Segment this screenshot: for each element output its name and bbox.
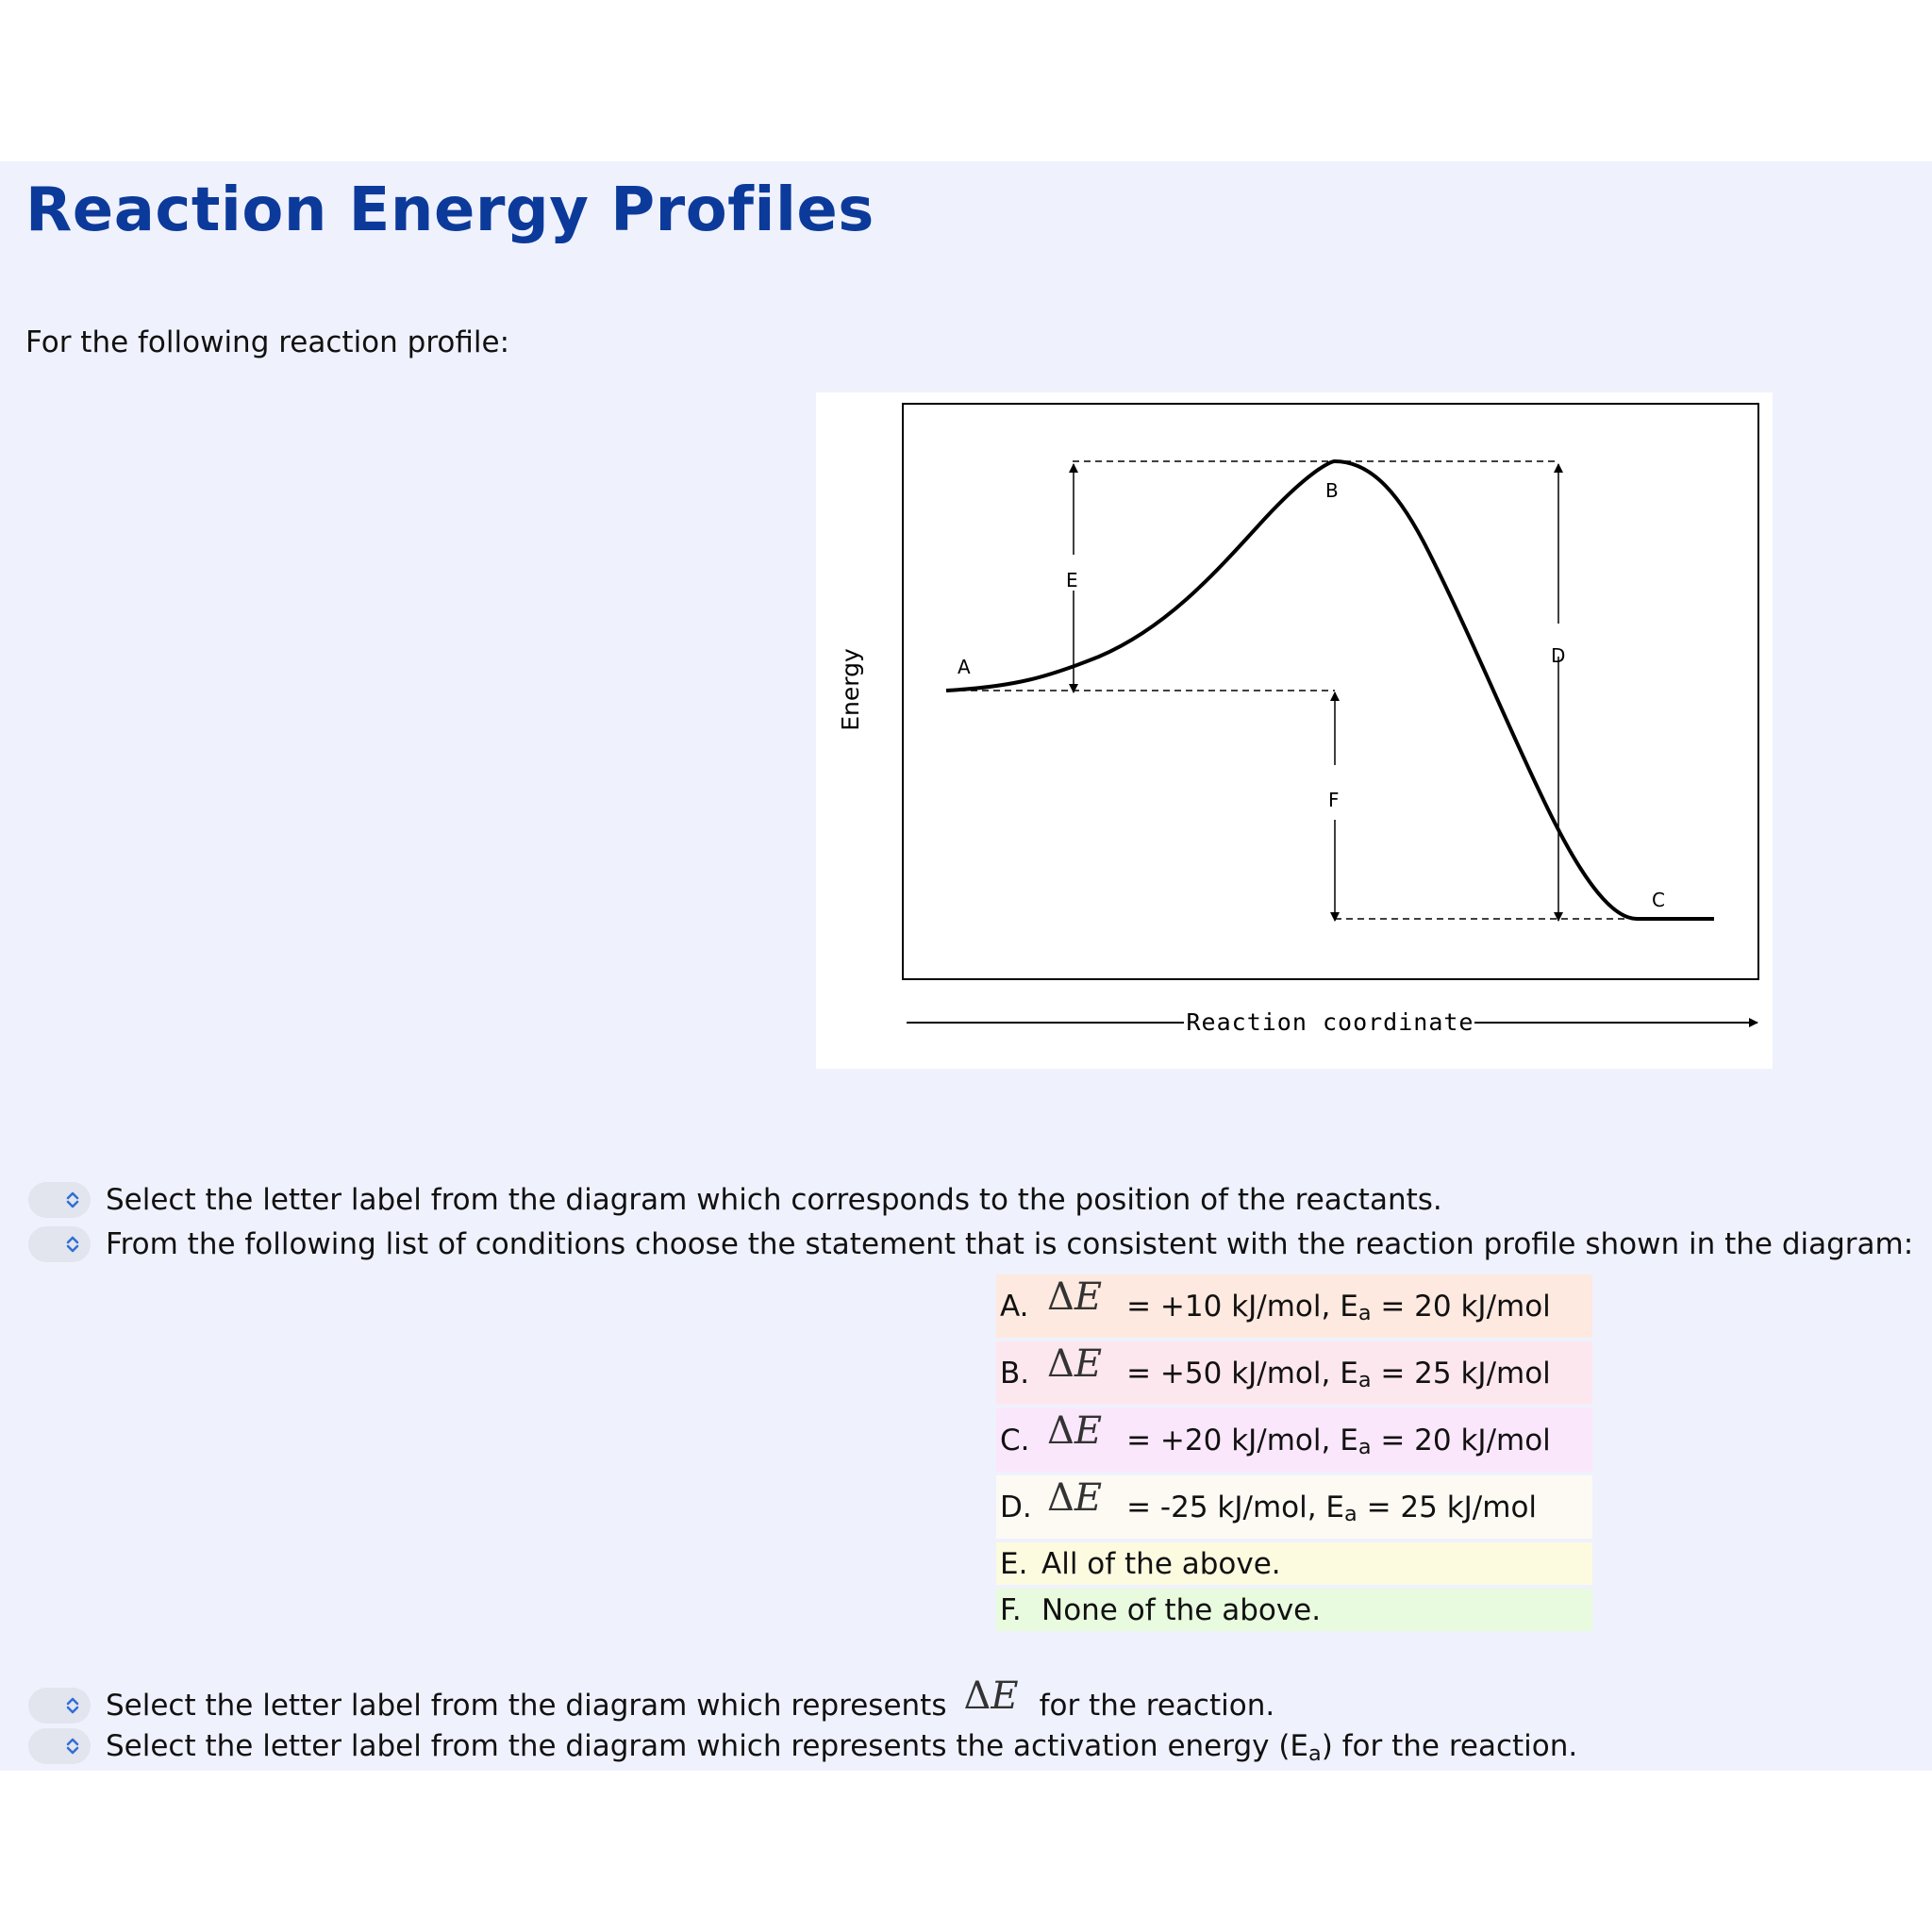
question-delta-e: [28, 1674, 1275, 1727]
delta-e-symbol: ΔE: [1047, 1408, 1103, 1453]
option-equation-rest: = 20 kJ/mol: [1371, 1423, 1551, 1457]
option-body: [1038, 1341, 1551, 1395]
option-letter: D.: [1000, 1490, 1032, 1524]
question-text-before: Select the letter label from the diagram which represents: [106, 1689, 947, 1723]
option-equation-rest: = 25 kJ/mol: [1371, 1356, 1551, 1391]
label-c: C: [1652, 889, 1665, 911]
option-body: [1038, 1475, 1538, 1529]
label-a: A: [958, 656, 971, 678]
subscript-a: a: [1308, 1740, 1322, 1766]
option-text: All of the above.: [1041, 1546, 1281, 1581]
option-body: [1038, 1593, 1321, 1627]
option-letter: E.: [1000, 1546, 1028, 1581]
option-letter: B.: [1000, 1356, 1030, 1391]
question-activation-energy: [28, 1728, 1577, 1764]
x-axis-label: Reaction coordinate: [1186, 1008, 1474, 1036]
intro-text: For the following reaction profile:: [25, 325, 510, 359]
reaction-profile-diagram: [816, 392, 1773, 1069]
question-text: Select the letter label from the diagram which corresponds to the position of the reactants.: [106, 1183, 1442, 1217]
y-axis-label: Energy: [837, 648, 864, 731]
answer-selector-conditions[interactable]: [28, 1226, 91, 1262]
subscript-a: a: [1357, 1435, 1372, 1460]
label-e: E: [1066, 569, 1078, 591]
question-text-after: ) for the reaction.: [1321, 1729, 1578, 1763]
option-body: [1038, 1408, 1551, 1462]
option-letter: F.: [1000, 1592, 1022, 1627]
option-letter: A.: [1000, 1289, 1029, 1324]
option-row: [996, 1274, 1592, 1338]
label-f: F: [1328, 789, 1340, 811]
question-text: From the following list of conditions choose the statement that is consistent with the reaction profile shown in the diagram:: [106, 1227, 1914, 1261]
option-equation-rest: = 25 kJ/mol: [1357, 1490, 1538, 1524]
options-list: [996, 1274, 1592, 1635]
option-body: [1038, 1274, 1551, 1328]
option-row: [996, 1542, 1592, 1585]
delta-e-symbol: ΔE: [1047, 1341, 1103, 1386]
option-equation: = +20 kJ/mol, E: [1126, 1423, 1358, 1457]
up-down-chevron-icon: [65, 1695, 80, 1716]
answer-selector-reactants[interactable]: [28, 1182, 91, 1218]
answer-selector-activation-energy[interactable]: [28, 1728, 91, 1764]
question-conditions: [28, 1226, 1913, 1262]
option-letter: C.: [1000, 1423, 1030, 1457]
option-row: [996, 1589, 1592, 1631]
option-equation: = +50 kJ/mol, E: [1126, 1356, 1358, 1391]
label-b: B: [1325, 479, 1339, 502]
page-title: Reaction Energy Profiles: [25, 175, 874, 245]
subscript-a: a: [1344, 1502, 1357, 1527]
option-text: None of the above.: [1041, 1592, 1322, 1627]
question-reactants: [28, 1182, 1442, 1218]
up-down-chevron-icon: [65, 1190, 80, 1210]
option-row: [996, 1341, 1592, 1405]
delta-e-symbol: ΔE: [963, 1674, 1019, 1718]
option-body: [1038, 1547, 1281, 1581]
question-text-before: Select the letter label from the diagram which represents the activation energy (E: [106, 1729, 1308, 1763]
up-down-chevron-icon: [65, 1234, 80, 1255]
up-down-chevron-icon: [65, 1736, 80, 1757]
option-equation: = -25 kJ/mol, E: [1126, 1490, 1345, 1524]
label-d: D: [1551, 644, 1566, 667]
subscript-a: a: [1357, 1301, 1372, 1326]
question-text-after: for the reaction.: [1039, 1689, 1275, 1723]
option-equation-rest: = 20 kJ/mol: [1371, 1289, 1551, 1324]
option-equation: = +10 kJ/mol, E: [1126, 1289, 1358, 1324]
subscript-a: a: [1357, 1368, 1372, 1393]
answer-selector-delta-e[interactable]: [28, 1688, 91, 1724]
option-row: [996, 1475, 1592, 1539]
option-row: [996, 1408, 1592, 1472]
delta-e-symbol: ΔE: [1047, 1475, 1103, 1520]
delta-e-symbol: ΔE: [1047, 1274, 1103, 1319]
